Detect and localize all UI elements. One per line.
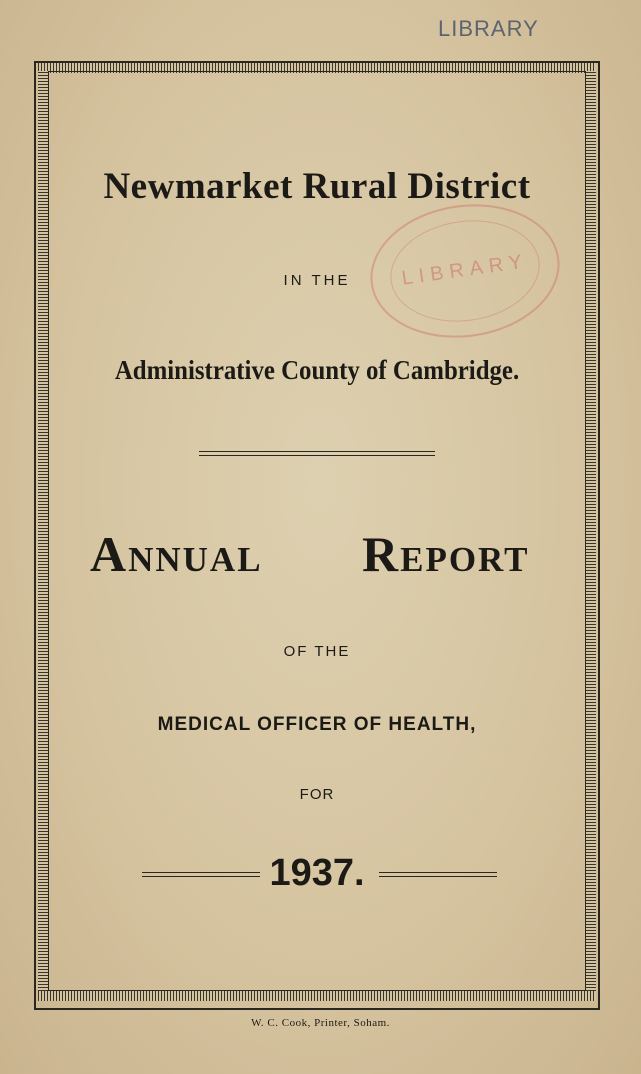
seal-text: LIBRARY — [400, 250, 530, 290]
library-stamp: LIBRARY — [438, 16, 539, 41]
bottom-ornament-band — [38, 991, 596, 1001]
for-text: FOR — [299, 786, 335, 803]
district-title: Newmarket Rural District — [103, 166, 531, 207]
printer-imprint: W. C. Cook, Printer, Soham. — [251, 1017, 390, 1029]
divider-rule-top — [199, 451, 435, 452]
left-ornament-band — [38, 71, 48, 991]
in-the-text: IN THE — [283, 272, 351, 289]
medical-officer-title: MEDICAL OFFICER OF HEALTH, — [157, 714, 477, 735]
year-rule-right-bottom — [379, 876, 497, 877]
county-title: Administrative County of Cambridge. — [114, 355, 520, 385]
right-ornament-band — [586, 71, 596, 991]
report-year: 1937. — [269, 852, 365, 894]
report-word: Report — [362, 526, 530, 582]
of-the-text: OF THE — [283, 643, 351, 660]
year-rule-right-top — [379, 872, 497, 873]
annual-word: Annual — [90, 526, 263, 582]
divider-rule-bottom — [199, 455, 435, 456]
